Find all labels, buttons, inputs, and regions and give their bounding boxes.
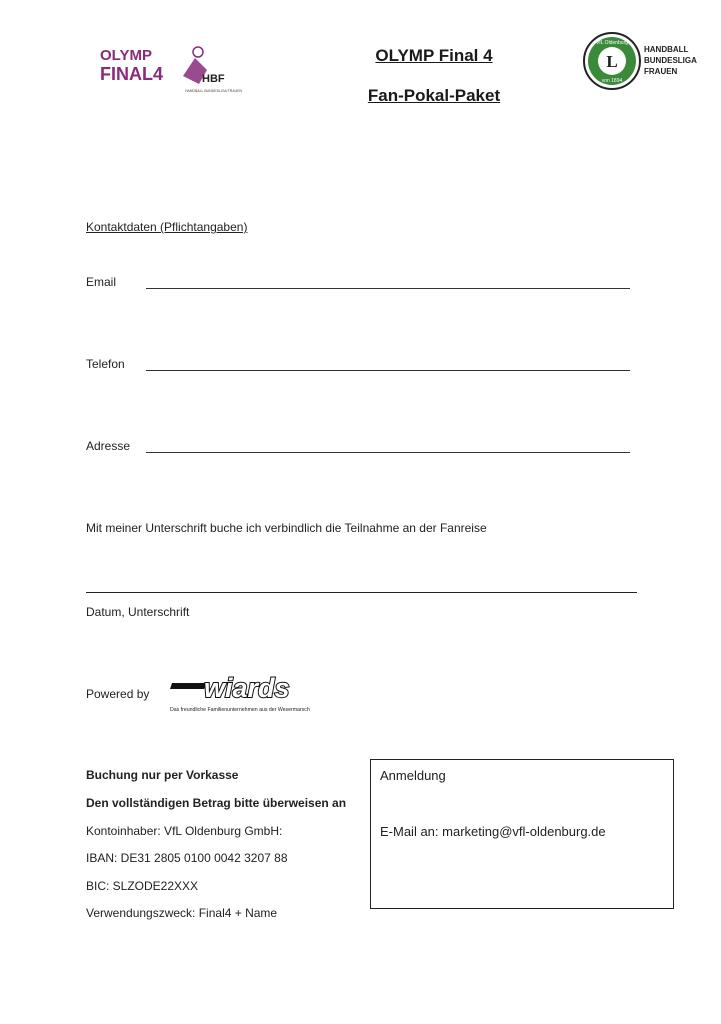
page-title: OLYMP Final 4 xyxy=(375,46,493,65)
vfl-seal-graphic xyxy=(583,30,713,94)
wiards-tagline: Das freundliche Familienunternehmen aus der Wesermarsch xyxy=(170,707,310,713)
payment-account-holder: Kontoinhaber: VfL Oldenburg GmbH: xyxy=(86,824,283,838)
vfl-oldenburg-logo xyxy=(583,30,713,94)
adresse-label: Adresse xyxy=(86,439,131,453)
registration-box xyxy=(370,759,674,909)
page-subtitle: Fan-Pokal-Paket xyxy=(367,86,501,105)
hbf-badge-sub: HANDBALL BUNDESLIGA FRAUEN xyxy=(185,89,243,93)
hbf-badge: HBF xyxy=(202,73,225,85)
contact-heading: Kontaktdaten (Pflichtangaben) xyxy=(86,220,248,234)
email-label: Email xyxy=(86,275,117,289)
payment-reference: Verwendungszweck: Final4 + Name xyxy=(86,906,278,920)
vfl-seal-ring-top: VfL Oldenburg xyxy=(595,40,629,46)
signature-line[interactable] xyxy=(86,592,637,593)
registration-email[interactable]: E-Mail an: marketing@vfl-oldenburg.de xyxy=(380,824,606,839)
payment-line2: Den vollständigen Betrag bitte überweisen an xyxy=(86,796,347,810)
payment-line1: Buchung nur per Vorkasse xyxy=(86,768,239,782)
olymp-word: OLYMP xyxy=(100,47,152,64)
wiards-swoosh xyxy=(170,683,208,689)
ball-icon xyxy=(193,47,203,57)
registration-title: Anmeldung xyxy=(380,768,446,783)
final4-word: FINAL4 xyxy=(100,64,163,84)
wiards-logo xyxy=(168,671,338,715)
adresse-field[interactable] xyxy=(146,452,630,453)
wiards-word: wiards xyxy=(204,673,290,703)
hbl-text-line1: HANDBALL xyxy=(644,45,689,54)
olymp-final4-logo-graphic xyxy=(95,40,243,95)
olymp-final4-logo xyxy=(95,40,243,95)
vfl-seal-ring-bottom: von 1894 xyxy=(601,78,623,84)
signature-statement: Mit meiner Unterschrift buche ich verbindlich die Teilnahme an der Fanreise xyxy=(86,521,487,535)
powered-by-label: Powered by xyxy=(86,687,150,701)
telefon-field[interactable] xyxy=(146,370,630,371)
telefon-label: Telefon xyxy=(86,357,125,371)
vfl-seal-letter: L xyxy=(606,52,618,71)
hbl-text-line2: BUNDESLIGA xyxy=(644,56,697,65)
wiards-logo-graphic xyxy=(168,671,338,715)
payment-bic: BIC: SLZODE22XXX xyxy=(86,879,199,893)
email-field[interactable] xyxy=(146,288,630,289)
signature-caption: Datum, Unterschrift xyxy=(86,605,190,619)
payment-iban: IBAN: DE31 2805 0100 0042 3207 88 xyxy=(86,851,288,865)
hbl-text-line3: FRAUEN xyxy=(644,67,678,76)
